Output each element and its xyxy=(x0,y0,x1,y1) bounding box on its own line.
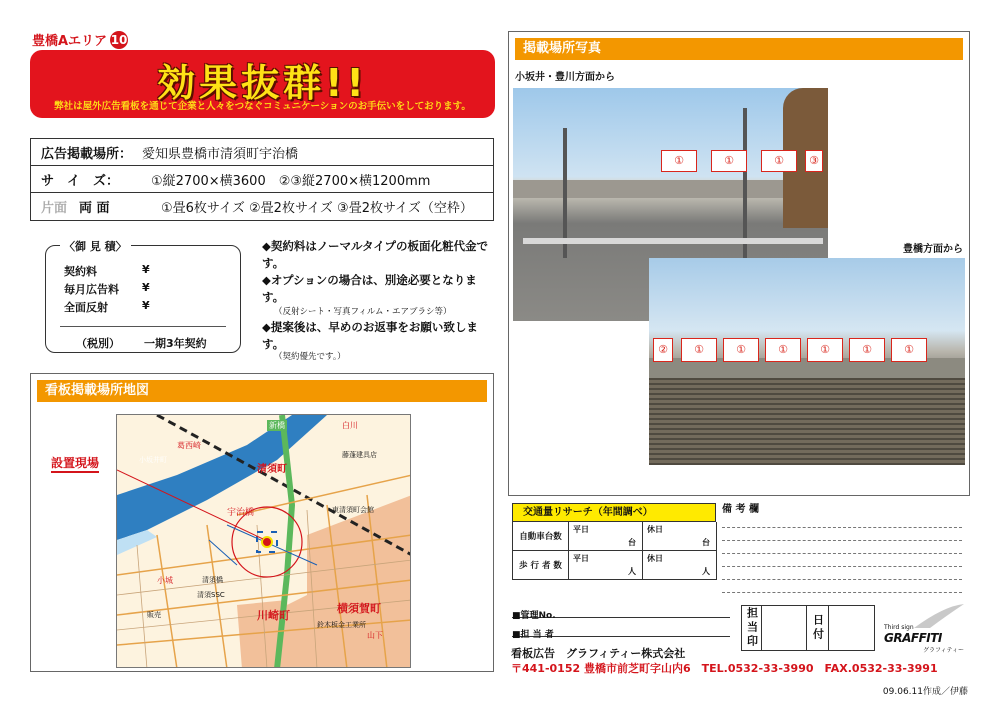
estimate-yen: ¥ xyxy=(142,281,150,294)
map-label-kuzusakasaki: 葛西崎 xyxy=(177,441,201,450)
side-single: 片面 xyxy=(41,201,68,216)
map-label-uji: 宇治橋 xyxy=(227,508,255,518)
map-label-fujinami: 藤蓬建具店 xyxy=(342,451,377,459)
headline-banner xyxy=(30,50,495,118)
stamp-label: 担当印 xyxy=(742,606,762,650)
photo2-sign: ① xyxy=(807,338,843,362)
photo2-sign: ① xyxy=(723,338,759,362)
remarks-line xyxy=(722,554,962,567)
site-label: 設置現場 xyxy=(51,454,99,473)
estimate-yen: ¥ xyxy=(142,299,150,312)
size-row xyxy=(31,166,493,193)
notes xyxy=(262,238,494,364)
stamp-area xyxy=(762,606,807,650)
traffic-holiday-cell: 休日 人 xyxy=(643,551,717,580)
photo-section xyxy=(508,31,970,496)
estimate-box xyxy=(45,240,241,353)
map-label-yokosuka: 横須賀町 xyxy=(337,602,381,615)
photo1-sign: ③ xyxy=(805,150,823,172)
side-value: ①畳6枚サイズ ②畳2枚サイズ ③畳2枚サイズ（空枠） xyxy=(161,201,473,216)
remarks-line xyxy=(722,541,962,554)
traffic-holiday-cell: 休日 台 xyxy=(643,522,717,551)
traffic-weekday-cell: 平日 人 xyxy=(569,551,643,580)
remarks-box xyxy=(722,500,962,593)
location-row xyxy=(31,139,493,166)
size-value: ①縦2700×横3600 ②③縦2700×横1200mm xyxy=(151,173,431,189)
note-3: ◆提案後は、早めのお返事をお願い致します。 xyxy=(262,320,478,351)
side-row xyxy=(31,193,493,220)
logo-tagline: Third sign xyxy=(884,624,914,631)
map-section xyxy=(30,373,494,672)
remarks-line xyxy=(722,515,962,528)
location-value: 愛知県豊橋市清須町宇治橋 xyxy=(142,146,299,162)
area-number-badge: 10 xyxy=(110,32,128,47)
area-label xyxy=(32,30,128,49)
map-label-kikuchi: 東清須町会館 xyxy=(332,506,374,514)
company-logo xyxy=(884,604,964,654)
remarks-line xyxy=(722,580,962,593)
photo1-sign: ① xyxy=(761,150,797,172)
stamp-box xyxy=(741,605,875,651)
photo-caption-1: 小坂井・豊川方面から xyxy=(515,72,615,83)
estimate-divider xyxy=(60,326,226,327)
company-address: 〒441-0152 豊橋市前芝町字山内6 TEL.0532-33-3990 FAX.0532-33-3991 xyxy=(511,662,938,675)
traffic-research-table xyxy=(512,503,716,580)
traffic-weekday-cell: 平日 台 xyxy=(569,522,643,551)
estimate-title: 〈御 見 積〉 xyxy=(60,238,131,254)
photo-caption-2: 豊橋方面から xyxy=(903,244,963,255)
remarks-title: 備 考 欄 xyxy=(722,504,759,515)
location-label: 広告掲載場所： xyxy=(41,146,133,162)
person-in-charge-row xyxy=(512,622,730,640)
company-name: 看板広告 グラフィティー株式会社 xyxy=(511,647,686,660)
map-label-kaisha: 鈴木板金工業所 xyxy=(317,621,366,629)
map-label-kawasaki: 川崎町 xyxy=(257,609,290,622)
photo2-sign: ① xyxy=(891,338,927,362)
date-label: 日付 xyxy=(807,606,829,650)
photo2-sign: ① xyxy=(849,338,885,362)
note-3-detail: （契約優先です。） xyxy=(274,352,346,362)
remarks-line xyxy=(722,528,962,541)
map-label-shirakawa: 白川 xyxy=(342,421,358,430)
estimate-row-label: 全面反射 xyxy=(64,301,108,314)
footer-note: 09.06.11作成／伊藤 xyxy=(882,687,968,697)
photo-section-title: 掲載場所写真 xyxy=(515,38,963,60)
site-photo-2 xyxy=(649,258,965,465)
area-name: 豊橋Aエリア xyxy=(32,34,108,49)
note-2-detail: （反射シート・写真フィルム・エアブラシ等） xyxy=(274,307,452,317)
size-label: サ イ ズ： xyxy=(41,173,120,189)
logo-text: GRAFFITI xyxy=(884,631,942,645)
note-2: ◆オプションの場合は、別途必要となります。 xyxy=(262,273,477,304)
map-label-yamashita: 山下 xyxy=(367,631,383,640)
estimate-yen: ¥ xyxy=(142,263,150,276)
management-no-label: ■管理No. xyxy=(512,611,556,621)
billboard-info-table xyxy=(30,138,494,221)
location-map xyxy=(116,414,411,668)
traffic-row-label: 自動車台数 xyxy=(513,522,569,551)
banner-title: 効果抜群!! xyxy=(157,61,368,105)
person-in-charge-label: ■担 当 者 xyxy=(512,630,554,640)
map-label-shinbashi: 新橋 xyxy=(269,421,285,430)
photo2-sign: ① xyxy=(681,338,717,362)
banner-subtitle: 弊社は屋外広告看板を通じて企業と人々をつなぐコミュニケーションのお手伝いをしております。 xyxy=(54,101,471,112)
traffic-title: 交通量リサーチ（年間調べ） xyxy=(512,503,716,522)
photo1-sign: ① xyxy=(711,150,747,172)
photo1-sign: ① xyxy=(661,150,697,172)
map-section-title: 看板掲載場所地図 xyxy=(37,380,487,402)
map-label-hanbai: 販売 xyxy=(147,611,161,619)
remarks-line xyxy=(722,567,962,580)
management-no-row xyxy=(512,603,730,621)
logo-kana: グラフィティー xyxy=(922,647,964,654)
map-label-kiyosu-kyo: 清須SSC xyxy=(197,591,225,599)
map-label-road: 小坂井町 xyxy=(139,456,167,464)
map-label-shosai: 清須橋 xyxy=(202,576,223,584)
estimate-contract: 一期3年契約 xyxy=(144,337,207,350)
map-label-kiyosu: 清須町 xyxy=(257,464,287,475)
note-1: ◆契約料はノーマルタイプの板面化粧代金です。 xyxy=(262,239,488,270)
photo2-sign: ① xyxy=(765,338,801,362)
side-double: 両 面 xyxy=(79,201,110,216)
estimate-row-label: 毎月広告料 xyxy=(64,283,119,296)
estimate-tax: （税別） xyxy=(76,337,120,350)
map-label-koshiro: 小城 xyxy=(157,576,173,585)
traffic-row-label: 歩 行 者 数 xyxy=(513,551,569,580)
estimate-row-label: 契約料 xyxy=(64,265,97,278)
photo2-sign: ② xyxy=(653,338,673,362)
date-area xyxy=(829,606,874,650)
